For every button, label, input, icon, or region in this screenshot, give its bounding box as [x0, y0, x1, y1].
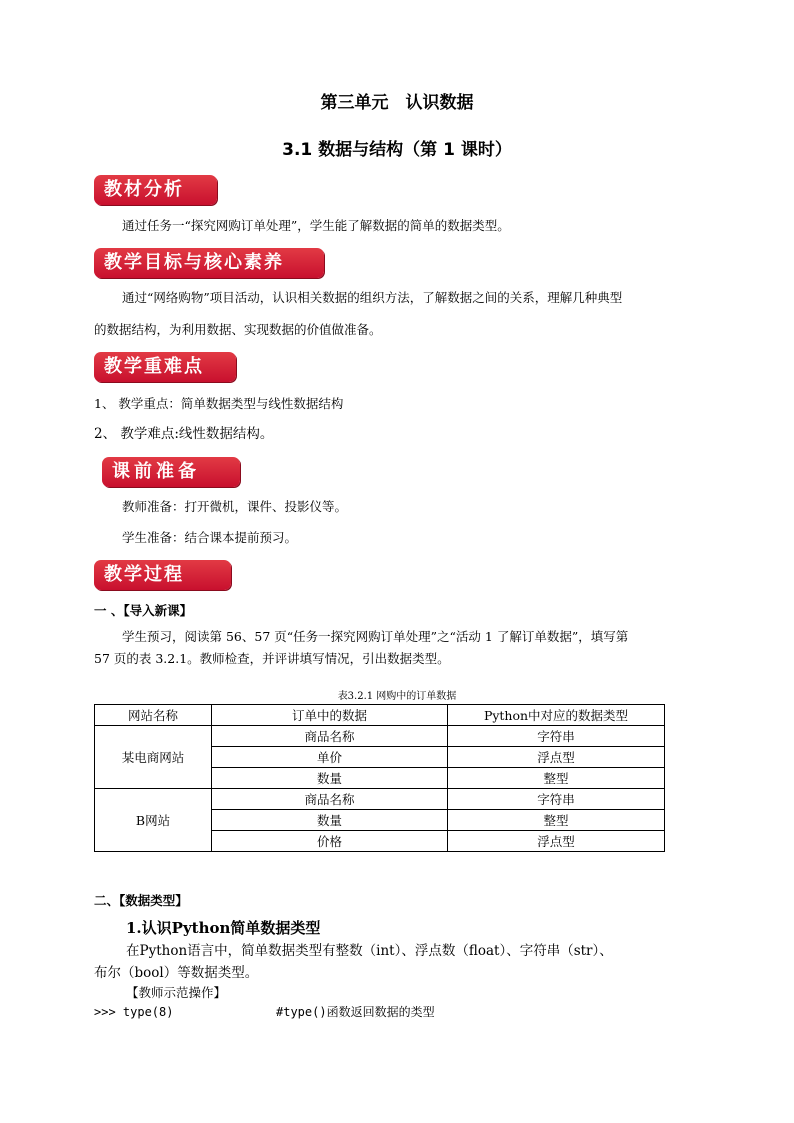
table-row [95, 789, 665, 810]
difficulty-item: 2、 教学难点:线性数据结构。 [94, 426, 274, 442]
part1-text-line2: 57 页的表 3.2.1。教师检查，并评讲填写情况，引出数据类型。 [94, 651, 450, 666]
student-prep: 学生准备：结合课本提前预习。 [122, 530, 298, 545]
teacher-prep: 教师准备：打开微机，课件、投影仪等。 [122, 499, 348, 514]
demo-label: 【教师示范操作】 [126, 985, 227, 1000]
part1-title: 一 、【导入新课】 [94, 603, 193, 618]
part2-title: 二、【数据类型】 [94, 893, 188, 908]
section-banner-goals: 教学目标与核心素养 [94, 248, 324, 278]
part2-text-line2: 布尔（bool）等数据类型。 [94, 965, 259, 981]
goals-text-line2: 的数据结构，为利用数据、实现数据的价值做准备。 [94, 322, 382, 337]
data-cell: 数量 [212, 810, 448, 831]
site-cell: B网站 [95, 789, 212, 852]
data-cell: 商品名称 [212, 726, 448, 747]
type-cell: 字符串 [448, 726, 665, 747]
header-cell: 网站名称 [95, 705, 212, 726]
order-data-table [94, 704, 665, 852]
section-banner-key-points: 教学重难点 [94, 352, 236, 382]
data-cell: 单价 [212, 747, 448, 768]
header-cell: Python中对应的数据类型 [448, 705, 665, 726]
goals-text-line1: 通过“网络购物”项目活动，认识相关数据的组织方法，了解数据之间的关系，理解几种典型 [122, 290, 623, 305]
analysis-text: 通过任务一“探究网购订单处理”，学生能了解数据的简单的数据类型。 [122, 218, 510, 233]
table-row [95, 726, 665, 747]
type-cell: 字符串 [448, 789, 665, 810]
lesson-title: 3.1 数据与结构（第 1 课时） [282, 140, 512, 160]
section-banner-prep: 课前准备 [102, 457, 240, 487]
type-cell: 整型 [448, 768, 665, 789]
part1-text-line1: 学生预习，阅读第 56、57 页“任务一探究网购订单处理”之“活动 1 了解订单数据”，填写第 [122, 629, 629, 644]
section-banner-process: 教学过程 [94, 560, 231, 590]
type-cell: 浮点型 [448, 831, 665, 852]
data-cell: 数量 [212, 768, 448, 789]
table-header-row [95, 705, 665, 726]
unit-title: 第三单元 认识数据 [320, 93, 474, 113]
section-banner-analysis: 教材分析 [94, 175, 217, 205]
part2-subtitle: 1.认识Python简单数据类型 [126, 919, 321, 937]
code-comment: #type()函数返回数据的类型 [276, 1005, 435, 1019]
site-cell: 某电商网站 [95, 726, 212, 789]
code-line: >>> type(8) [94, 1005, 174, 1019]
header-cell: 订单中的数据 [212, 705, 448, 726]
key-point-item: 1、 教学重点：简单数据类型与线性数据结构 [94, 396, 344, 411]
table-caption: 表3.2.1 网购中的订单数据 [337, 691, 457, 702]
part2-text-line1: 在Python语言中，简单数据类型有整数（int）、浮点数（float）、字符串（str）、 [126, 943, 613, 959]
data-cell: 商品名称 [212, 789, 448, 810]
type-cell: 浮点型 [448, 747, 665, 768]
type-cell: 整型 [448, 810, 665, 831]
data-cell: 价格 [212, 831, 448, 852]
